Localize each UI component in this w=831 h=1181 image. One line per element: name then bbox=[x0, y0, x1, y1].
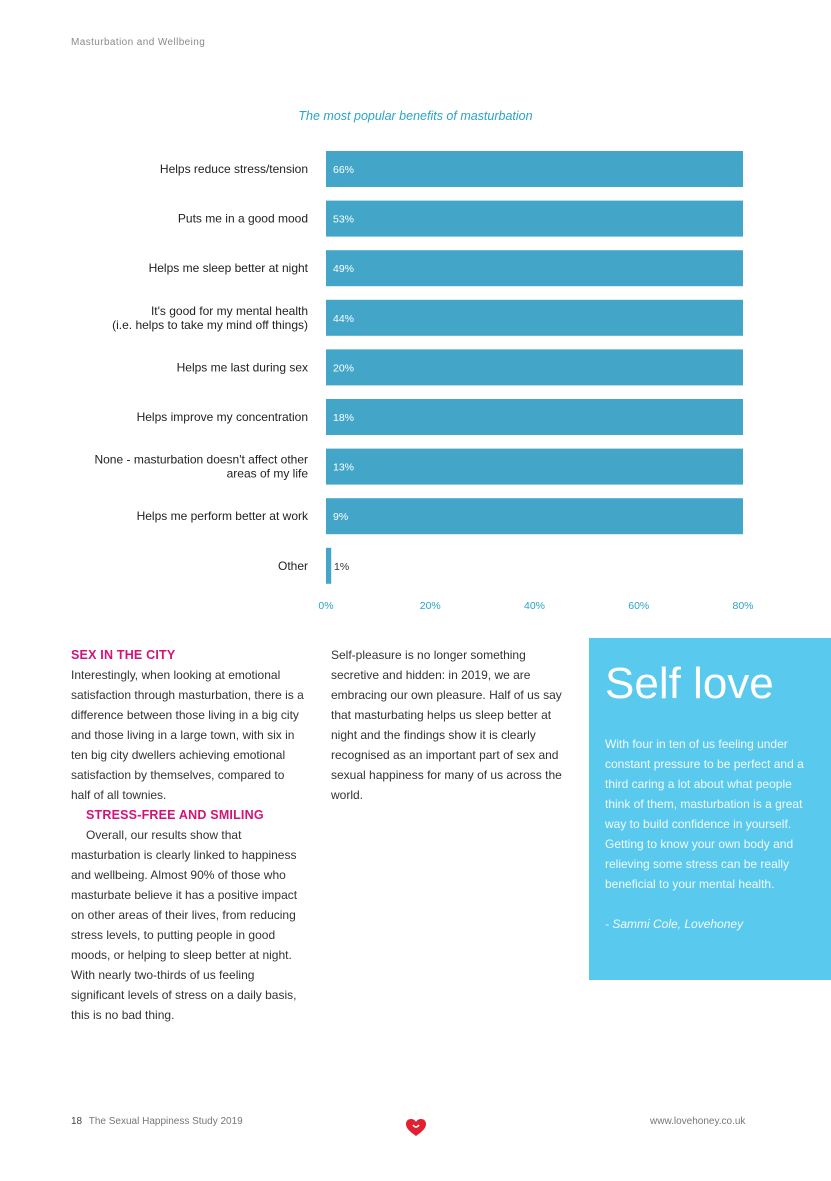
category-label-1: Helps reduce stress/tension bbox=[159, 162, 308, 176]
bar-value-label-2: 53% bbox=[333, 213, 355, 226]
bar-3 bbox=[326, 250, 743, 286]
category-label-7-line-2: areas of my life bbox=[226, 466, 308, 481]
x-tick-label-40pct: 40% bbox=[523, 600, 546, 612]
section-heading-stress-free: STRESS-FREE AND SMILING bbox=[86, 808, 264, 822]
sidebar-body: With four in ten of us feeling under constant pressure to be perfect and a third caring a lot about what people think of them, masturbation is a great way to build confidence in yourself. Getting to know your own body and relieving some stress can be really beneficial to your mental health. bbox=[605, 737, 804, 891]
footer-publication bbox=[71, 1116, 243, 1127]
footer-website[interactable]: www.lovehoney.co.uk bbox=[650, 1116, 746, 1127]
category-label-3: Helps me sleep better at night bbox=[148, 261, 308, 276]
bar-value-label-3: 49% bbox=[333, 263, 355, 276]
bar-2 bbox=[326, 201, 743, 237]
bar-value-label-5: 20% bbox=[333, 362, 355, 375]
page-number: 18 bbox=[71, 1116, 83, 1127]
sidebar-title: Self love bbox=[605, 659, 774, 708]
bar-value-label-8: 9% bbox=[333, 511, 349, 524]
text-column-middle bbox=[331, 645, 571, 805]
bar-8 bbox=[326, 498, 743, 534]
heart-logo-icon bbox=[406, 1119, 426, 1142]
category-label-4-line-1: It's good for my mental health bbox=[150, 303, 308, 318]
text-column-left bbox=[71, 645, 306, 1025]
bar-value-label-6: 18% bbox=[333, 412, 355, 424]
bar-6 bbox=[326, 399, 743, 435]
category-label-4-line-2: (i.e. helps to take my mind off things) bbox=[112, 317, 308, 332]
category-label-7-line-1: None - masturbation doesn't affect other bbox=[94, 452, 308, 467]
paragraph-stress-free-text: Overall, our results show that masturbation is clearly linked to happiness and wellbeing. Almost 90% of those who masturbate believe it has a positive impact on other areas of their lives, from reducing stress levels, to putting people in good moods, or helping to sleep better at night. With nearly two-thirds of us feeling significant levels of stress on a daily basis, this is no bad thing. bbox=[71, 828, 298, 1022]
x-tick-label-60pct: 60% bbox=[628, 600, 650, 612]
chart-title: The most popular benefits of masturbation bbox=[298, 109, 533, 123]
x-tick-label-80pct: 80% bbox=[732, 600, 754, 612]
category-label-9: Other bbox=[277, 558, 308, 573]
bar-1 bbox=[326, 151, 743, 187]
bar-value-label-7: 13% bbox=[333, 461, 355, 474]
bar-value-label-1: 66% bbox=[333, 164, 355, 176]
publication-title: The Sexual Happiness Study 2019 bbox=[88, 1116, 243, 1127]
paragraph-sex-in-the-city: Interestingly, when looking at emotional satisfaction through masturbation, there is a difference between those living in a big city and those living in a large town, with six in ten big city dwellers achieving emotional satisfaction by themselves, compared to half of all townies. bbox=[71, 668, 304, 802]
bar-4 bbox=[326, 300, 743, 336]
running-head: Masturbation and Wellbeing bbox=[71, 37, 206, 48]
bar-value-label-9: 1% bbox=[334, 560, 350, 573]
paragraph-stress-free bbox=[71, 825, 306, 1025]
bar-value-label-4: 44% bbox=[333, 312, 355, 325]
section-heading-sex-in-the-city: SEX IN THE CITY bbox=[71, 648, 176, 662]
x-tick-label-20pct: 20% bbox=[419, 600, 441, 612]
sidebar-quote: - Sammi Cole, Lovehoney bbox=[605, 917, 744, 931]
bar-7 bbox=[326, 449, 743, 485]
x-tick-label-0pct: 0% bbox=[318, 600, 334, 612]
bar-9 bbox=[326, 548, 331, 584]
category-label-2: Puts me in a good mood bbox=[177, 211, 308, 226]
paragraph-self-pleasure: Self-pleasure is no longer something secretive and hidden: in 2019, we are embracing our own pleasure. Half of us say that masturbating helps us sleep better at night and the findings show it is clearly recognised as an important part of sex and sexual happiness for many of us across the world. bbox=[331, 648, 562, 802]
category-label-5: Helps me last during sex bbox=[176, 360, 308, 375]
category-label-8: Helps me perform better at work bbox=[136, 509, 308, 524]
category-label-6: Helps improve my concentration bbox=[136, 410, 308, 424]
self-love-sidebar bbox=[589, 638, 831, 980]
bar-5 bbox=[326, 349, 743, 385]
